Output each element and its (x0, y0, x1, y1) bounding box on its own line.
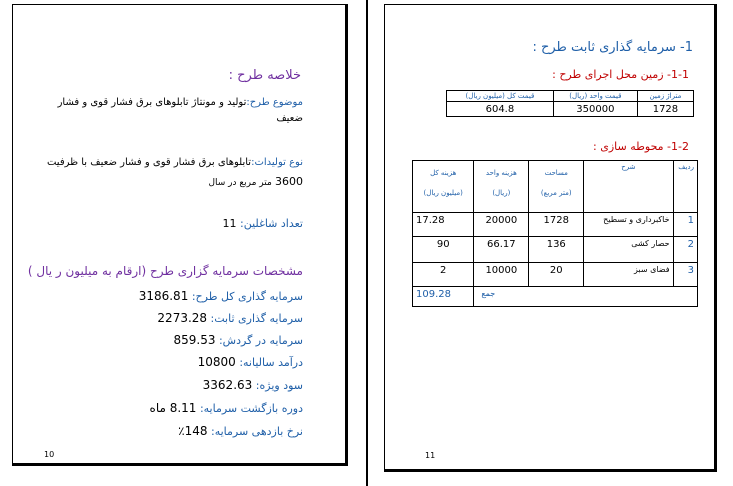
site-header-total-label: هزینه کل (430, 169, 457, 177)
site-header-area-unit: (متر مربع) (540, 189, 572, 197)
investment-item-label: سرمایه گذاری کل طرح: (191, 290, 303, 303)
land-header-unit-price: قیمت واحد (ریال) (553, 91, 637, 102)
investment-item-value: 2273.28 (157, 311, 208, 325)
site-header-unit-cost-unit: (ریال) (492, 189, 511, 197)
site-header-total-unit: (میلیون ریال) (423, 189, 463, 197)
land-area-value: 1728 (637, 102, 693, 117)
land-header-total-price: قیمت کل (میلیون ریال) (447, 91, 554, 102)
investment-item-label: سود ویژه: (255, 379, 303, 392)
site-row-area: 1728 (529, 213, 584, 237)
products-text-cont (208, 175, 303, 188)
investment-item-value: 3186.81 (138, 289, 189, 303)
site-row-desc: فضای سبز (584, 263, 673, 287)
investment-item (173, 333, 303, 347)
table-row (413, 263, 698, 287)
investment-item (157, 311, 303, 325)
products-line (47, 157, 303, 168)
summary-heading: خلاصه طرح : (228, 68, 301, 83)
products-text: تابلوهای برق فشار قوی و فشار ضعیف با ظرفیت (46, 157, 252, 168)
investment-item-label: درآمد سالیانه: (239, 356, 303, 369)
land-section-title: 1-1- زمین محل اجرای طرح : (552, 68, 689, 81)
site-table-header (413, 161, 698, 213)
site-header-total (413, 161, 474, 213)
investment-item-value: 8.11 ماه (149, 401, 197, 415)
site-header-unit-cost (474, 161, 529, 213)
investment-item (139, 289, 303, 303)
site-row-num: 1 (673, 213, 697, 237)
site-header-unit-cost-label: هزینه واحد (485, 169, 517, 177)
investment-item-value: 10800 (197, 355, 236, 369)
employees-line (223, 217, 303, 230)
site-header-row: ردیف (673, 161, 697, 213)
products-capacity-unit: متر مربع در سال (208, 178, 272, 188)
table-row (413, 237, 698, 263)
site-row-desc: خاکبرداری و تسطیح (584, 213, 673, 237)
investment-item-label: سرمایه در گردش: (218, 334, 303, 347)
table-row (413, 213, 698, 237)
investment-item (203, 378, 303, 392)
site-section-title: 1-2- محوطه سازی : (593, 140, 689, 153)
subject-text: تولید و مونتاژ تابلوهای برق فشار قوی و فشار (57, 97, 247, 108)
investment-item (198, 355, 303, 369)
investment-heading: مشخصات سرمایه گزاری طرح (ارقام به میلیون ر یال ) (27, 264, 303, 278)
site-table (412, 160, 698, 307)
site-row-desc: حصار کشی (584, 237, 673, 263)
land-header-area: متراژ زمین (637, 91, 693, 102)
site-row-unit-cost: 20000 (474, 213, 529, 237)
site-sum-value: 109.28 (413, 287, 474, 307)
investment-item-label: دوره بازگشت سرمایه: (199, 402, 303, 415)
subject-line (58, 97, 303, 108)
site-row-unit-cost: 66.17 (474, 237, 529, 263)
site-row-total: 17.28 (413, 213, 474, 237)
page-divider (366, 0, 368, 486)
products-label: نوع تولیدات: (251, 157, 303, 168)
subject-label: موضوع طرح: (246, 97, 303, 108)
land-table-header (447, 91, 694, 102)
site-header-desc: شرح (584, 161, 673, 213)
site-table-sum-row (413, 287, 698, 307)
investment-item-value: 859.53 (173, 333, 216, 347)
site-row-total: 2 (413, 263, 474, 287)
land-table (446, 90, 694, 117)
page-number-right: 11 (425, 451, 436, 460)
land-table-row (447, 102, 694, 117)
page-number-left: 10 (44, 450, 55, 459)
site-row-num: 2 (673, 237, 697, 263)
investment-item-value: 3362.63 (202, 378, 253, 392)
investment-item (178, 424, 303, 438)
employees-label: تعداد شاغلین: (240, 217, 303, 230)
investment-item-label: نرخ بازدهی سرمایه: (210, 425, 303, 438)
land-total-price-value: 604.8 (447, 102, 554, 117)
site-sum-label-cell (474, 287, 698, 307)
fixed-investment-heading: 1- سرمایه گذاری ثابت طرح : (532, 40, 693, 55)
subject-text-cont: ضعیف (276, 113, 303, 124)
products-capacity: 3600 (275, 175, 303, 188)
site-row-area: 20 (529, 263, 584, 287)
site-header-area-label: مساحت (544, 169, 568, 177)
investment-item-value: 148٪ (178, 424, 208, 438)
site-row-area: 136 (529, 237, 584, 263)
site-row-unit-cost: 10000 (474, 263, 529, 287)
investment-item-label: سرمایه گذاری ثابت: (210, 312, 303, 325)
site-sum-label: جمع (481, 289, 496, 298)
employees-value: 11 (222, 217, 237, 230)
site-row-num: 3 (673, 263, 697, 287)
land-unit-price-value: 350000 (553, 102, 637, 117)
site-header-area (529, 161, 584, 213)
site-row-total: 90 (413, 237, 474, 263)
investment-item (150, 401, 303, 415)
